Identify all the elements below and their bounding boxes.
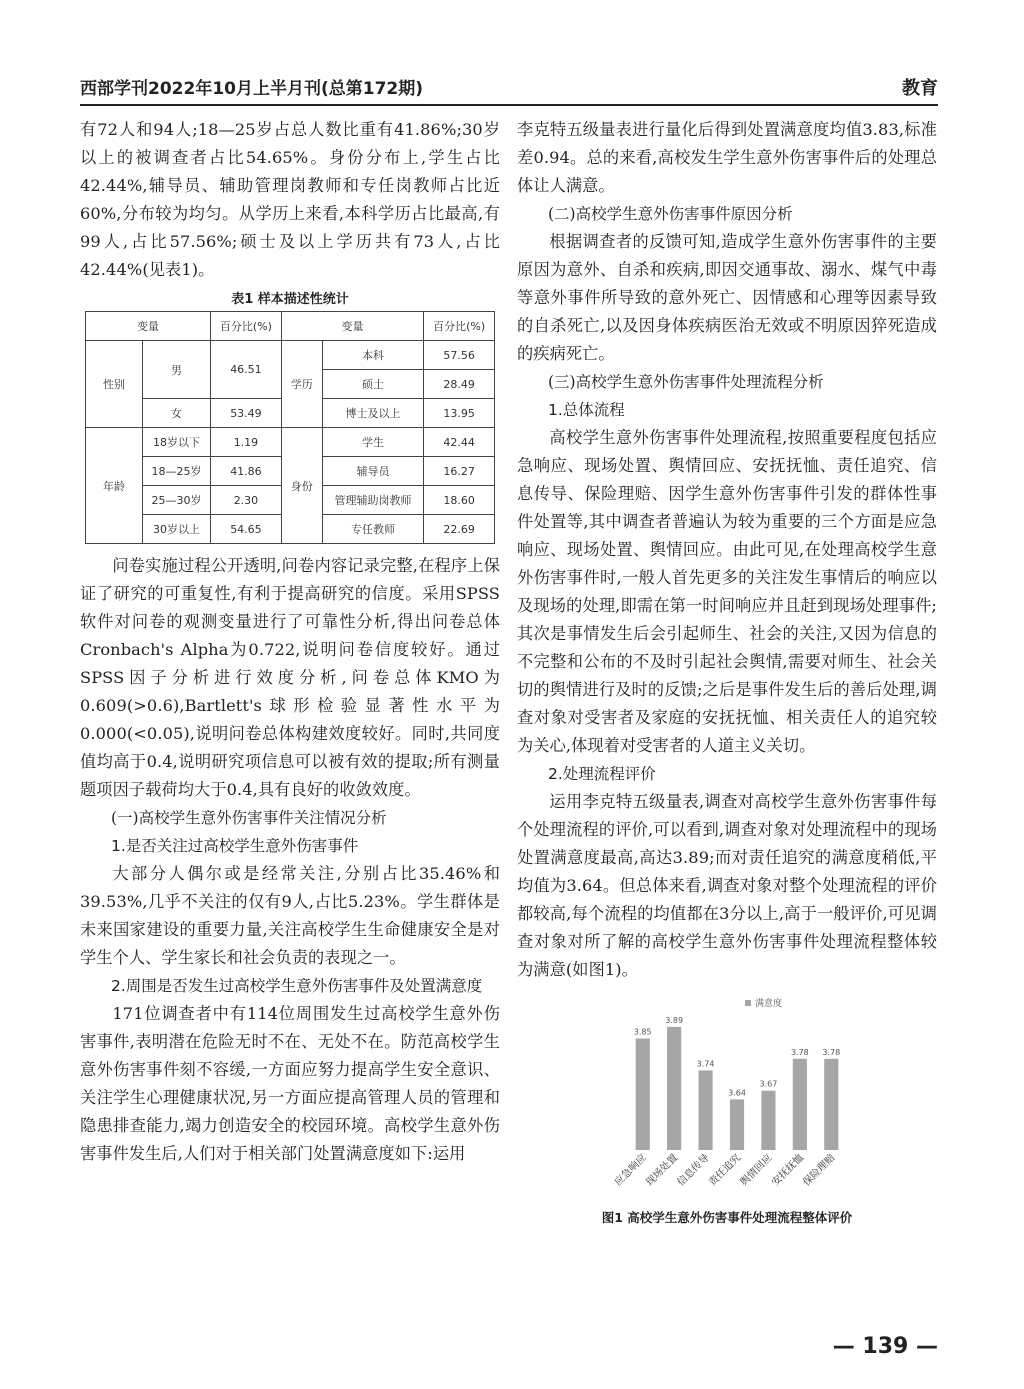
category-label: 舆情回应 [738,1152,775,1189]
category-label: 责任追究 [707,1152,744,1189]
paragraph: 171位调查者中有114位周围发生过高校学生意外伤害事件,表明潜在危险无时不在、无处不在。防范高校学生意外伤害事件刻不容缓,一方面应努力提高学生安全意识、关注学生心理健康状况,另一方面应提高管理人员的管理和隐患排查能力,竭力创造安全的校园环境。高校学生意外伤害事件发生后,人们对于相关部门处置满意度如下:运用 [80,1004,500,1163]
table-cell: 男 [143,341,211,399]
table-cell: 2.30 [211,486,282,515]
section-heading: (二)高校学生意外伤害事件原因分析 [548,205,793,223]
table-cell: 53.49 [211,399,282,428]
bar [730,1099,744,1150]
table-cell: 硕士 [322,370,424,399]
data-label: 3.89 [665,1015,684,1025]
table-cell: 年龄 [86,428,143,544]
table-cell: 学历 [281,341,322,428]
sample-statistics-table [85,311,495,544]
table-cell: 18.60 [424,486,495,515]
paragraph: 运用李克特五级量表,调查对高校学生意外伤害事件每个处理流程的评价,可以看到,调查对象对处理流程中的现场处置满意度最高,高达3.89;而对责任追究的满意度稍低,平均值为3.64。但总体来看,调查对象对整个处理流程的评价都较高,每个流程的均值都在3分以上,高于一般评价,可见调查对象对所了解的高校学生意外伤害事件处理流程整体较为满意(如图1)。 [517,792,937,979]
table-cell: 博士及以上 [322,399,424,428]
table-cell: 百分比(%) [424,312,495,341]
bar [636,1039,650,1151]
table-cell: 性别 [86,341,143,428]
table-cell: 本科 [322,341,424,370]
table-cell: 辅导员 [322,457,424,486]
table-cell: 25—30岁 [143,486,211,515]
table-cell: 13.95 [424,399,495,428]
table-cell: 女 [143,399,211,428]
paragraph: 李克特五级量表进行量化后得到处置满意度均值3.83,标准差0.94。总的来看,高校发生学生意外伤害事件后的处理总体让人满意。 [517,120,937,195]
table-cell: 变量 [86,312,211,341]
table-cell: 变量 [281,312,424,341]
table-cell: 54.65 [211,515,282,544]
table-cell: 28.49 [424,370,495,399]
table-header-row [86,312,495,341]
bar [793,1059,807,1150]
category-label: 应急响应 [612,1152,649,1189]
section-heading: (一)高校学生意外伤害事件关注情况分析 [111,809,387,827]
table-cell: 57.56 [424,341,495,370]
table-cell: 专任教师 [322,515,424,544]
table-cell: 42.44 [424,428,495,457]
data-label: 3.78 [822,1047,841,1057]
subsection-heading: 1.总体流程 [548,401,625,419]
subsection-heading: 1.是否关注过高校学生意外伤害事件 [111,837,359,855]
bar [699,1070,713,1150]
table-cell: 22.69 [424,515,495,544]
paragraph: 根据调查者的反馈可知,造成学生意外伤害事件的主要原因为意外、自杀和疾病,即因交通事故、溺水、煤气中毒等意外事件所导致的意外死亡、因情感和心理等因素导致的自杀死亡,以及因身体疾病医治无效或不明原因猝死造成的疾病死亡。 [517,232,937,363]
table-cell: 身份 [281,428,322,544]
journal-title: 西部学刊2022年10月上半月刊(总第172期) [80,79,423,99]
section-heading: (三)高校学生意外伤害事件处理流程分析 [548,373,824,391]
table-row [86,341,495,370]
bar [824,1059,838,1150]
data-label: 3.78 [790,1047,809,1057]
left-column [80,116,500,1168]
data-label: 3.64 [728,1088,746,1098]
right-column [517,116,937,1226]
paragraph: 高校学生意外伤害事件处理流程,按照重要程度包括应急响应、现场处置、舆情回应、安抚抚恤、责任追究、信息传导、保险理赔、因学生意外伤害事件引发的群体性事件处置等,其中调查者普遍认为较为重要的三个方面是应急响应、现场处置、舆情回应。由此可见,在处理高校学生意外伤害事件时,一般人首先更多的关注发生事情后的响应以及现场的处理,即需在第一时间响应并且赶到现场处理事件;其次是事情发生后会引起师生、社会的关注,又因为信息的不完整和公布的不及时引起社会舆情,需要对师生、社会关切的舆情进行及时的反馈;之后是事件发生后的善后处理,调查对象对受害者及家庭的安抚抚恤、相关责任人的追究较为关心,体现着对受害者的人道主义关切。 [517,428,937,755]
table-cell: 18岁以下 [143,428,211,457]
data-label: 3.85 [633,1027,652,1037]
table-cell: 16.27 [424,457,495,486]
figure-caption: 图1 高校学生意外伤害事件处理流程整体评价 [601,1210,853,1225]
bar [761,1091,775,1150]
legend-label: 满意度 [755,999,783,1009]
paragraph: 大部分人偶尔或是经常关注,分别占比35.46%和39.53%,几乎不关注的仅有9人,占比5.23%。学生群体是未来国家建设的重要力量,关注高校学生生命健康安全是对学生个人、学生家长和社会负责的表现之一。 [80,864,500,967]
table-caption: 表1 样本描述性统计 [231,292,349,307]
table-row [86,428,495,457]
category-label: 现场处置 [644,1152,681,1189]
data-label: 3.74 [696,1059,715,1069]
data-label: 3.67 [759,1079,778,1089]
page-number: — 139 — [832,1334,938,1359]
table-cell: 30岁以上 [143,515,211,544]
table-cell: 46.51 [211,341,282,399]
category-label: 安抚抚恤 [769,1152,806,1189]
paragraph: 问卷实施过程公开透明,问卷内容记录完整,在程序上保证了研究的可重复性,有利于提高研究的信度。采用SPSS软件对问卷的观测变量进行了可靠性分析,得出问卷总体Cronbach's Alpha为0.722,说明问卷信度较好。通过SPSS因子分析进行效度分析,问卷总体KMO为0.609(>0.6),Bartlett's球形检验显著性水平为0.000(<0.05),说明问卷总体构建效度较好。同时,共同度值均高于0.4,说明研究项信息可以被有效的提取;所有测量题项因子载荷均大于0.4,具有良好的收敛效度。 [80,556,500,799]
category-label: 保险理赔 [801,1152,838,1189]
subsection-heading: 2.处理流程评价 [548,765,656,783]
process-evaluation-bar-chart [517,992,937,1202]
category-label: 信息传导 [675,1152,712,1189]
figure-1 [517,992,937,1226]
table-cell: 百分比(%) [211,312,282,341]
table-cell: 学生 [322,428,424,457]
bar [667,1027,681,1150]
section-title: 教育 [902,78,938,99]
running-header [80,70,938,106]
table-cell: 18—25岁 [143,457,211,486]
table-cell: 1.19 [211,428,282,457]
legend-swatch [745,1000,751,1006]
table-cell: 41.86 [211,457,282,486]
subsection-heading: 2.周围是否发生过高校学生意外伤害事件及处置满意度 [111,977,483,995]
paragraph: 有72人和94人;18—25岁占总人数比重有41.86%;30岁以上的被调查者占比54.65%。身份分布上,学生占比42.44%,辅导员、辅助管理岗教师和专任岗教师占比近60%,分布较为均匀。从学历上来看,本科学历占比最高,有99人,占比57.56%;硕士及以上学历共有73人,占比42.44%(见表1)。 [80,120,500,279]
table-cell: 管理辅助岗教师 [322,486,424,515]
